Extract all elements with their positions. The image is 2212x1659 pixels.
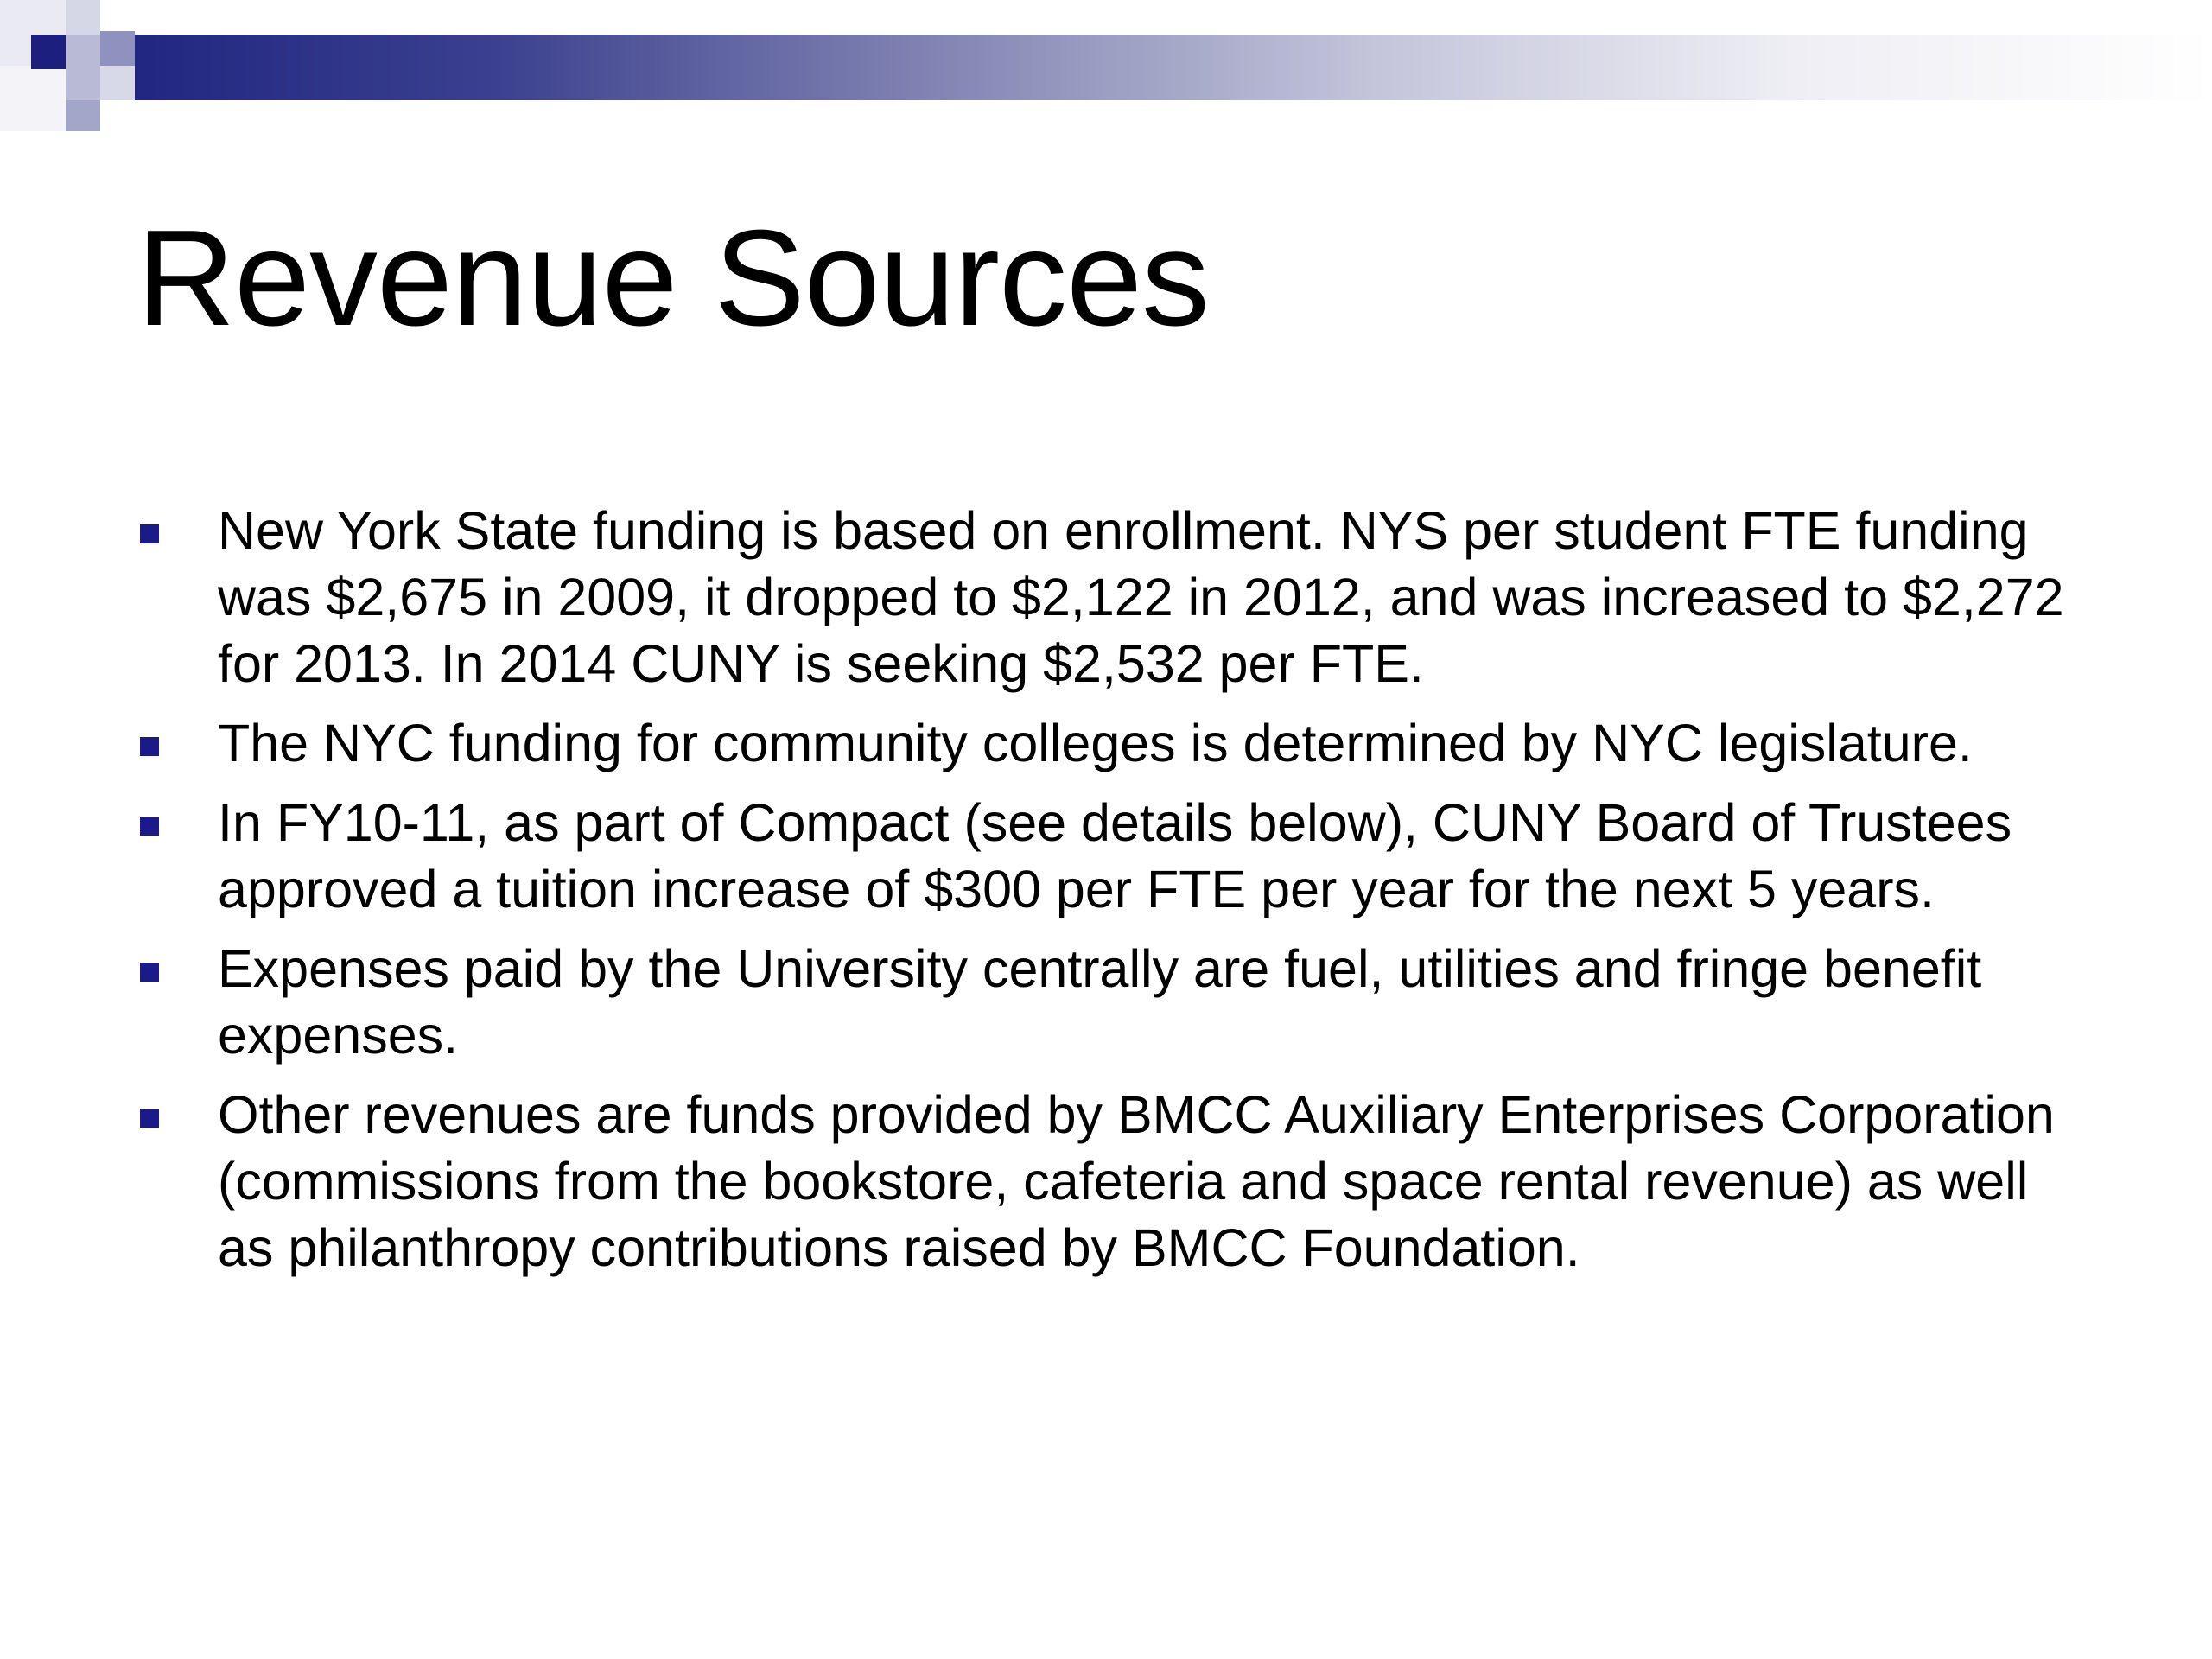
header-gradient-band	[104, 35, 2212, 100]
bullet-text: New York State funding is based on enrollment. NYS per student FTE funding was $2,675 in 2009, it dropped to $2,122 in 2012, and was increased to $2,272 for 2013. In 2014 CUNY is seeking $2,532 per FTE.	[218, 501, 2064, 693]
square-bullet-icon	[140, 817, 159, 836]
header-square-decoration	[100, 66, 135, 100]
header-square-decoration	[100, 31, 135, 66]
bullet-item	[137, 1082, 2089, 1281]
bullet-item	[137, 498, 2089, 697]
slide-title: Revenue Sources	[137, 202, 1209, 354]
bullet-text: The NYC funding for community colleges is determined by NYC legislature.	[218, 714, 1973, 772]
header-square-decoration	[0, 66, 66, 131]
header-square-decoration	[31, 35, 66, 69]
square-bullet-icon	[140, 963, 159, 982]
bullet-text: Other revenues are funds provided by BMCC Auxiliary Enterprises Corporation (commissions from the bookstore, cafeteria and space rental revenue) as well as philanthropy contributions raised by BMCC Foundation.	[218, 1085, 2055, 1277]
bullet-item	[137, 790, 2089, 923]
header-square-decoration	[66, 35, 100, 100]
header-square-decoration	[66, 0, 100, 35]
square-bullet-icon	[140, 524, 159, 543]
bullet-item	[137, 710, 2089, 777]
bullet-list	[137, 498, 2089, 1294]
bullet-item	[137, 936, 2089, 1069]
square-bullet-icon	[140, 737, 159, 756]
header-square-decoration	[66, 100, 100, 131]
bullet-text: In FY10-11, as part of Compact (see details below), CUNY Board of Trustees approved a tuition increase of $300 per FTE per year for the next 5 years.	[218, 793, 2012, 918]
bullet-text: Expenses paid by the University centrally are fuel, utilities and fringe benefit expenses.	[218, 939, 1982, 1065]
square-bullet-icon	[140, 1109, 159, 1128]
